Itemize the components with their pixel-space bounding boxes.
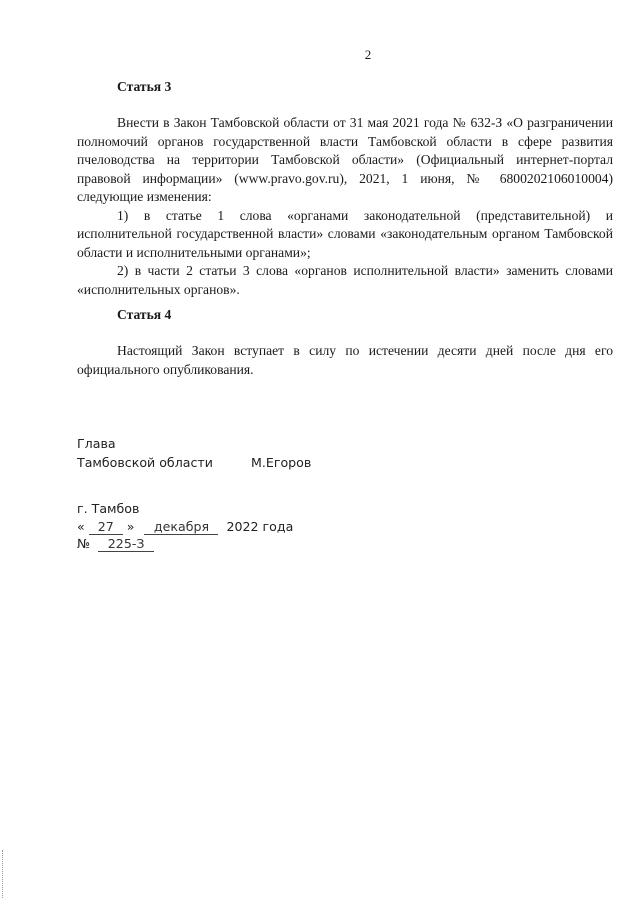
article-4-heading: Статья 4 — [117, 307, 172, 322]
article-3-heading-block — [77, 78, 613, 97]
article-4-body — [77, 342, 613, 379]
date-day-field: 27 — [89, 520, 123, 535]
signature-block — [77, 434, 311, 472]
article-4-text: Настоящий Закон вступает в силу по истечении десяти дней после дня его официального опубликования. — [77, 343, 613, 377]
article-4-heading-block — [77, 306, 613, 325]
date-line — [77, 518, 293, 536]
article-3-item-2: 2) в части 2 статьи 3 слова «органов исполнительной власти» заменить словами «исполнительных органов». — [77, 263, 613, 297]
date-year: 2022 года — [226, 518, 294, 534]
quote-open: « — [77, 518, 85, 534]
signature-row — [77, 453, 311, 472]
scan-edge-mark — [2, 850, 4, 898]
article-3-body — [77, 114, 613, 299]
article-3-intro: Внести в Закон Тамбовской области от 31 мая 2021 года № 632-З «О разграничении полномочий органов государственной власти Тамбовской области в сфере развития пчеловодства на территории Тамбовской области» (Официальный интернет-портал правовой информации» (www.pravo.gov.ru), 2021, 1 июня, № 6800202106010004) следующие изменения: — [77, 115, 613, 204]
place-date-block — [77, 500, 293, 553]
date-month-field: декабря — [144, 520, 218, 535]
city: г. Тамбов — [77, 501, 140, 516]
article-3-heading: Статья 3 — [117, 79, 172, 94]
number-prefix: № — [77, 536, 91, 551]
signature-title-line-1: Глава — [77, 436, 116, 451]
article-3-item-1: 1) в статье 1 слова «органами законодательной (представительной) и исполнительной государственной власти» словами «законодательным органом Тамбовской области и исполнительными органами»; — [77, 207, 613, 260]
signature-title-line-2: Тамбовской области — [77, 455, 213, 470]
signatory-name: М.Егоров — [251, 455, 312, 470]
page-number: 2 — [364, 47, 372, 62]
quote-close: » — [126, 518, 135, 534]
law-number-field: 225-З — [98, 537, 154, 552]
law-number-line — [77, 535, 293, 553]
